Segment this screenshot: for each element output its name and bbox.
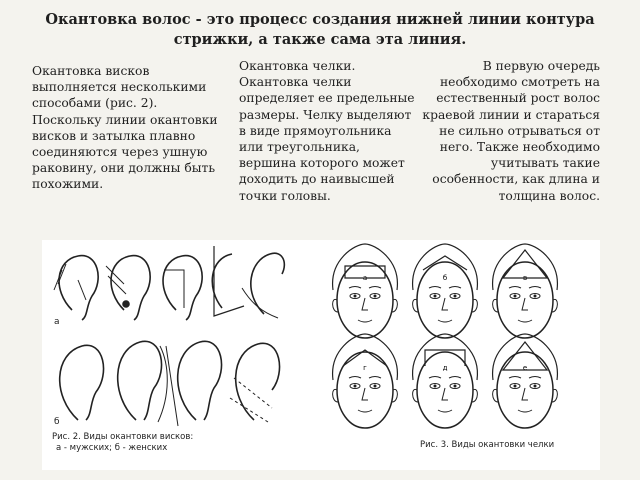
text-bangs: Окантовка челки. Окантовка челки определяет ее предельные размеры. Челку выделяют в виде прямоугольника или треугольника, вершина которого может доходить до наивысшей точки головы.	[239, 59, 415, 203]
face-drawings	[290, 240, 600, 470]
ear-drawing-a2	[106, 256, 150, 320]
ear-drawing-b3	[166, 341, 222, 426]
figure-2-caption-line2: а - мужских; б - женских	[56, 443, 168, 453]
face-drawing	[493, 244, 558, 338]
ear-drawing-b2	[118, 341, 168, 422]
ear-drawing-a5	[242, 253, 284, 318]
face-drawing	[333, 244, 398, 338]
ear-drawing-b1	[60, 345, 104, 420]
slide-title: Окантовка волос - это процесс создания нижней линии контура стрижки, а также сама эта линия.	[45, 11, 595, 48]
face-label: д	[442, 364, 448, 372]
figure-2-caption-line1: Рис. 2. Виды окантовки висков:	[52, 432, 194, 442]
ear-drawing-a3	[163, 256, 202, 320]
face-drawing	[413, 334, 478, 428]
ear-drawing-a1	[54, 256, 98, 320]
ear-drawing-a4	[212, 246, 244, 316]
figure-2-caption	[52, 432, 252, 454]
ear-drawing-b4	[230, 343, 280, 422]
text-temples: Окантовка висков выполняется несколькими способами (рис. 2). Поскольку линии окантовки висков и затылка плавно соединяются через ушную раковину, они должны быть похожими.	[32, 64, 218, 192]
label-a: а	[54, 317, 60, 327]
face-label: е	[522, 364, 528, 372]
face-drawing	[333, 334, 398, 428]
face-label: г	[363, 364, 367, 372]
text-natural-line: В первую очередь необходимо смотреть на естественный рост волос краевой линии и стараться не сильно отрываться от него. Также необходимо учитывать такие особенности, как длина и толщина волос.	[422, 59, 600, 203]
face-drawing	[493, 334, 558, 428]
face-drawing	[413, 244, 478, 338]
figure-bang-edging	[290, 240, 600, 470]
face-label: а	[362, 274, 368, 282]
figure-3-caption: Рис. 3. Виды окантовки челки	[420, 440, 555, 450]
label-b: б	[54, 417, 60, 427]
face-label: б	[442, 274, 448, 282]
face-label: в	[522, 274, 528, 282]
